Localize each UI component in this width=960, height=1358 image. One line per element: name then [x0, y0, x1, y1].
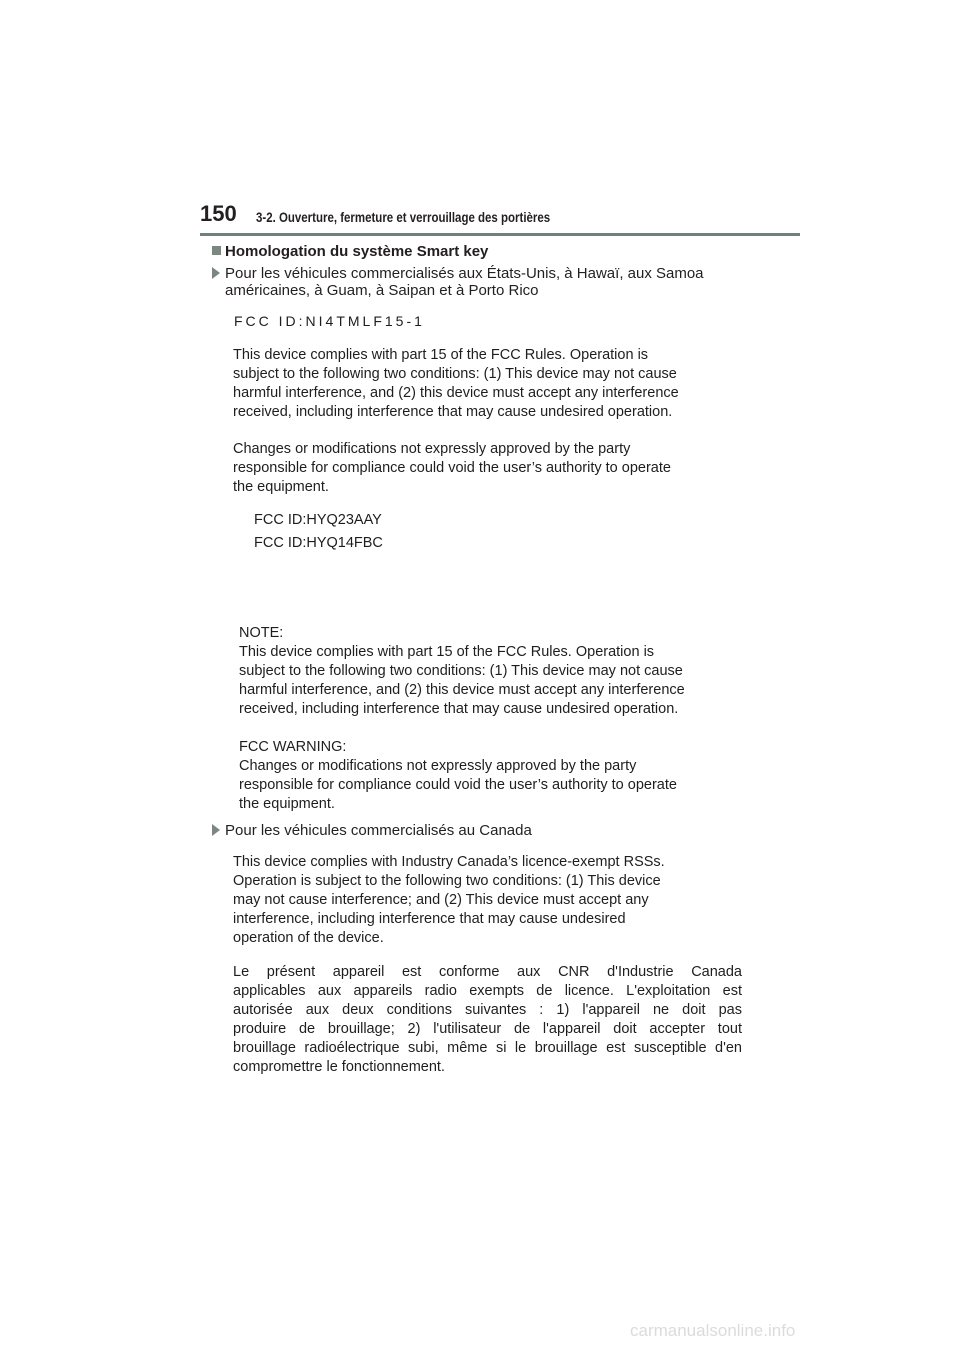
fcc-id-label-2: FCC ID:HYQ23AAY — [254, 512, 382, 528]
triangle-icon — [212, 824, 220, 836]
canada-english-block — [233, 853, 665, 948]
bullet-usa-text — [225, 265, 704, 299]
chapter-title: 3-2. Ouverture, fermeture et verrouillage des portières — [256, 209, 551, 225]
fcc-note-line: This device complies with part 15 of the FCC Rules. Operation is — [239, 644, 655, 660]
watermark: carmanualsonline.info — [630, 1321, 796, 1340]
bullet-canada — [212, 822, 532, 839]
canada-french-line: applicables aux appareils radio exempts de licence. L'exploitation est — [233, 983, 742, 999]
fcc-note-block — [239, 624, 685, 719]
fcc-id-label-3: FCC ID:HYQ14FBC — [254, 535, 383, 551]
fcc-statement-line: subject to the following two conditions: (1) This device may not cause — [233, 366, 677, 382]
fcc-statement-line: received, including interference that may cause undesired operation. — [233, 404, 673, 420]
page-number: 150 — [200, 201, 237, 226]
fcc-note-line: received, including interference that may cause undesired operation. — [239, 701, 679, 717]
fcc-id-label-1: FCC ID:NI4TMLF15-1 — [234, 313, 425, 329]
bullet-canada-text: Pour les véhicules commercialisés au Canada — [225, 822, 532, 839]
canada-french-line: autorisée aux deux conditions suivantes : 1) l'appareil ne doit pas — [233, 1002, 742, 1018]
fcc-modification-line: the equipment. — [233, 479, 329, 495]
fcc-warning-line: FCC WARNING: — [239, 739, 347, 755]
fcc-warning-line: Changes or modifications not expressly approved by the party — [239, 758, 637, 774]
bullet-usa — [212, 265, 704, 299]
fcc-warning-line: responsible for compliance could void the user’s authority to operate — [239, 777, 677, 793]
fcc-modification-1 — [233, 440, 671, 497]
canada-english-line: This device complies with Industry Canada’s licence-exempt RSSs. — [233, 854, 665, 870]
canada-french-line: compromettre le fonctionnement. — [233, 1059, 445, 1075]
square-icon — [212, 246, 221, 255]
fcc-warning-block — [239, 738, 677, 814]
bullet-usa-line1: Pour les véhicules commercialisés aux États-Unis, à Hawaï, aux Samoa — [225, 265, 704, 282]
header-divider — [200, 233, 800, 236]
fcc-modification-line: Changes or modifications not expressly approved by the party — [233, 441, 631, 457]
bullet-usa-line2: américaines, à Guam, à Saipan et à Porto Rico — [225, 282, 539, 299]
canada-french-line: produire de brouillage; 2) l'utilisateur de l'appareil doit accepter tout — [233, 1021, 742, 1037]
canada-french-block — [233, 963, 742, 1077]
canada-english-line: may not cause interference; and (2) This device must accept any — [233, 892, 649, 908]
canada-english-line: Operation is subject to the following two conditions: (1) This device — [233, 873, 661, 889]
section-heading-text: Homologation du système Smart key — [225, 243, 489, 260]
canada-french-line: Le présent appareil est conforme aux CNR d'Industrie Canada — [233, 964, 742, 980]
canada-english-line: interference, including interference that may cause undesired — [233, 911, 626, 927]
fcc-note-line: subject to the following two conditions: (1) This device may not cause — [239, 663, 683, 679]
section-heading — [212, 243, 488, 260]
fcc-statement-line: This device complies with part 15 of the FCC Rules. Operation is — [233, 347, 649, 363]
fcc-warning-line: the equipment. — [239, 796, 335, 812]
canada-french-line: brouillage radioélectrique subi, même si le brouillage est susceptible d'en — [233, 1040, 742, 1056]
fcc-note-line: harmful interference, and (2) this device must accept any interference — [239, 682, 685, 698]
fcc-note-line: NOTE: — [239, 625, 284, 641]
canada-english-line: operation of the device. — [233, 930, 384, 946]
triangle-icon — [212, 267, 220, 279]
fcc-modification-line: responsible for compliance could void the user’s authority to operate — [233, 460, 671, 476]
fcc-statement-line: harmful interference, and (2) this device must accept any interference — [233, 385, 679, 401]
fcc-statement-1 — [233, 346, 679, 422]
